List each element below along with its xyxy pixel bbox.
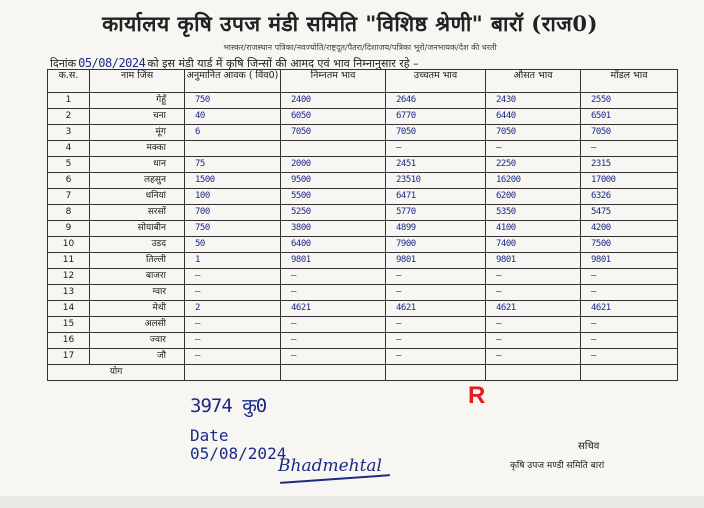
row-arrival: 40: [185, 109, 281, 125]
row-min-price: –: [281, 333, 386, 349]
row-avg-price: 4621: [486, 301, 581, 317]
total-row: [48, 365, 678, 381]
table-row: [48, 157, 678, 173]
row-min-price: 7050: [281, 125, 386, 141]
row-commodity-name: ग्वार: [90, 285, 185, 301]
table-row: [48, 301, 678, 317]
row-commodity-name: धान: [90, 157, 185, 173]
table-row: [48, 93, 678, 109]
row-arrival: 2: [185, 301, 281, 317]
row-max-price: –: [386, 269, 486, 285]
row-model-price: 4621: [581, 301, 678, 317]
row-arrival: –: [185, 333, 281, 349]
table-row: [48, 205, 678, 221]
column-header-name: नाम जिंस: [90, 70, 185, 93]
column-header-avg: औसत भाव: [486, 70, 581, 93]
row-max-price: 2451: [386, 157, 486, 173]
date-label: दिनांक: [50, 57, 77, 70]
row-avg-price: 16200: [486, 173, 581, 189]
page-bottom-band: [0, 496, 704, 508]
row-sn: 1: [48, 93, 90, 109]
row-min-price: 2000: [281, 157, 386, 173]
row-commodity-name: सोयाबीन: [90, 221, 185, 237]
table-row: [48, 221, 678, 237]
row-sn: 10: [48, 237, 90, 253]
row-max-price: –: [386, 317, 486, 333]
signature: Bhadmehtal: [278, 456, 382, 476]
row-model-price: –: [581, 317, 678, 333]
row-avg-price: 7400: [486, 237, 581, 253]
row-arrival: 1: [185, 253, 281, 269]
table-row: [48, 173, 678, 189]
row-max-price: 7900: [386, 237, 486, 253]
row-avg-price: –: [486, 141, 581, 157]
row-commodity-name: तिल्ली: [90, 253, 185, 269]
page-title: कार्यालय कृषि उपज मंडी समिति "विशिष्ठ श्रेणी" बारॉ (राज0): [102, 11, 598, 36]
row-sn: 17: [48, 349, 90, 365]
row-max-price: 6770: [386, 109, 486, 125]
row-sn: 14: [48, 301, 90, 317]
row-sn: 9: [48, 221, 90, 237]
table-row: [48, 317, 678, 333]
row-min-price: 3800: [281, 221, 386, 237]
row-arrival: –: [185, 269, 281, 285]
row-commodity-name: ज्वार: [90, 333, 185, 349]
row-arrival: 750: [185, 93, 281, 109]
row-arrival: 6: [185, 125, 281, 141]
row-min-price: 2400: [281, 93, 386, 109]
row-sn: 16: [48, 333, 90, 349]
row-commodity-name: उडद: [90, 237, 185, 253]
row-avg-price: 9801: [486, 253, 581, 269]
row-avg-price: –: [486, 269, 581, 285]
row-min-price: –: [281, 317, 386, 333]
row-model-price: 6326: [581, 189, 678, 205]
table-row: [48, 285, 678, 301]
row-min-price: –: [281, 349, 386, 365]
row-commodity-name: सरसों: [90, 205, 185, 221]
row-commodity-name: मेथी: [90, 301, 185, 317]
row-commodity-name: मूंग: [90, 125, 185, 141]
row-min-price: [281, 141, 386, 157]
row-max-price: 6471: [386, 189, 486, 205]
row-avg-price: –: [486, 285, 581, 301]
row-arrival: –: [185, 285, 281, 301]
price-table: [47, 69, 678, 381]
row-model-price: 9801: [581, 253, 678, 269]
row-avg-price: 4100: [486, 221, 581, 237]
row-max-price: –: [386, 141, 486, 157]
row-max-price: 9801: [386, 253, 486, 269]
intro-text: को इस मंडी यार्ड में कृषि जिन्सों की आमद एवं भाव निम्नानुसार रहे –: [147, 57, 419, 70]
row-model-price: 7050: [581, 125, 678, 141]
row-arrival: 75: [185, 157, 281, 173]
table-row: [48, 141, 678, 157]
row-sn: 3: [48, 125, 90, 141]
total-cell: [386, 365, 486, 381]
table-header-row: [48, 70, 678, 93]
row-max-price: 5770: [386, 205, 486, 221]
row-model-price: 2315: [581, 157, 678, 173]
table-row: [48, 333, 678, 349]
newspaper-list: भास्कर/राजस्थान पत्रिका/नवज्योति/राष्ट्रदूत/पैतरा/दिशाजय/पत्रिका भूरो/जनभायक/देश की धरती: [223, 43, 497, 52]
row-avg-price: 2250: [486, 157, 581, 173]
row-commodity-name: धनियां: [90, 189, 185, 205]
row-model-price: –: [581, 333, 678, 349]
row-arrival: 50: [185, 237, 281, 253]
row-min-price: –: [281, 269, 386, 285]
row-min-price: 4621: [281, 301, 386, 317]
row-arrival: 750: [185, 221, 281, 237]
row-avg-price: –: [486, 349, 581, 365]
row-sn: 15: [48, 317, 90, 333]
handwritten-date-value: 05/08/2024: [190, 444, 287, 463]
table-row: [48, 189, 678, 205]
row-model-price: –: [581, 269, 678, 285]
row-model-price: –: [581, 141, 678, 157]
total-cell: [185, 365, 281, 381]
row-commodity-name: जौ: [90, 349, 185, 365]
row-sn: 6: [48, 173, 90, 189]
row-min-price: 9801: [281, 253, 386, 269]
total-cell: [581, 365, 678, 381]
row-min-price: 5500: [281, 189, 386, 205]
row-avg-price: –: [486, 317, 581, 333]
row-avg-price: –: [486, 333, 581, 349]
row-model-price: 6501: [581, 109, 678, 125]
table-row: [48, 349, 678, 365]
row-sn: 7: [48, 189, 90, 205]
row-max-price: 23510: [386, 173, 486, 189]
row-sn: 2: [48, 109, 90, 125]
office-label: कृषि उपज मण्डी समिति बारां: [510, 461, 605, 471]
column-header-arrival: अनुमानित आवक ( विंव0): [185, 70, 281, 93]
row-avg-price: 7050: [486, 125, 581, 141]
row-arrival: [185, 141, 281, 157]
row-arrival: 1500: [185, 173, 281, 189]
total-cell: [486, 365, 581, 381]
date-value: 05/08/2024: [78, 56, 146, 70]
row-max-price: –: [386, 333, 486, 349]
row-min-price: –: [281, 285, 386, 301]
row-min-price: 5250: [281, 205, 386, 221]
row-commodity-name: गेहूँ: [90, 93, 185, 109]
row-sn: 8: [48, 205, 90, 221]
row-model-price: 7500: [581, 237, 678, 253]
row-min-price: 6400: [281, 237, 386, 253]
row-model-price: 2550: [581, 93, 678, 109]
red-mark: R: [468, 382, 486, 409]
row-model-price: 5475: [581, 205, 678, 221]
row-commodity-name: लहसुन: [90, 173, 185, 189]
row-arrival: 700: [185, 205, 281, 221]
row-sn: 5: [48, 157, 90, 173]
table-body: [48, 93, 678, 381]
row-avg-price: 5350: [486, 205, 581, 221]
column-header-sn: क.स.: [48, 70, 90, 93]
handwritten-date-label: Date: [190, 426, 229, 445]
column-header-model: मॉडल भाव: [581, 70, 678, 93]
table-row: [48, 253, 678, 269]
row-max-price: –: [386, 349, 486, 365]
row-avg-price: 2430: [486, 93, 581, 109]
row-commodity-name: बाजरा: [90, 269, 185, 285]
row-model-price: –: [581, 349, 678, 365]
row-model-price: 17000: [581, 173, 678, 189]
row-max-price: 4899: [386, 221, 486, 237]
total-label: योग: [48, 365, 185, 381]
row-arrival: 100: [185, 189, 281, 205]
column-header-max: उच्चतम भाव: [386, 70, 486, 93]
row-avg-price: 6440: [486, 109, 581, 125]
handwritten-date: [190, 427, 286, 463]
row-arrival: –: [185, 317, 281, 333]
row-avg-price: 6200: [486, 189, 581, 205]
row-sn: 4: [48, 141, 90, 157]
row-max-price: 4621: [386, 301, 486, 317]
table-row: [48, 125, 678, 141]
table-row: [48, 269, 678, 285]
row-commodity-name: मक्का: [90, 141, 185, 157]
table-row: [48, 237, 678, 253]
row-max-price: –: [386, 285, 486, 301]
row-min-price: 6050: [281, 109, 386, 125]
row-commodity-name: अलसी: [90, 317, 185, 333]
row-sn: 12: [48, 269, 90, 285]
row-max-price: 2646: [386, 93, 486, 109]
secretary-label: सचिव: [578, 441, 600, 452]
total-handwritten: 3974 कु0: [190, 395, 267, 417]
row-arrival: –: [185, 349, 281, 365]
row-model-price: –: [581, 285, 678, 301]
total-cell: [281, 365, 386, 381]
row-sn: 13: [48, 285, 90, 301]
table-row: [48, 109, 678, 125]
row-min-price: 9500: [281, 173, 386, 189]
column-header-min: निम्नतम भाव: [281, 70, 386, 93]
row-commodity-name: चना: [90, 109, 185, 125]
row-max-price: 7050: [386, 125, 486, 141]
row-model-price: 4200: [581, 221, 678, 237]
row-sn: 11: [48, 253, 90, 269]
